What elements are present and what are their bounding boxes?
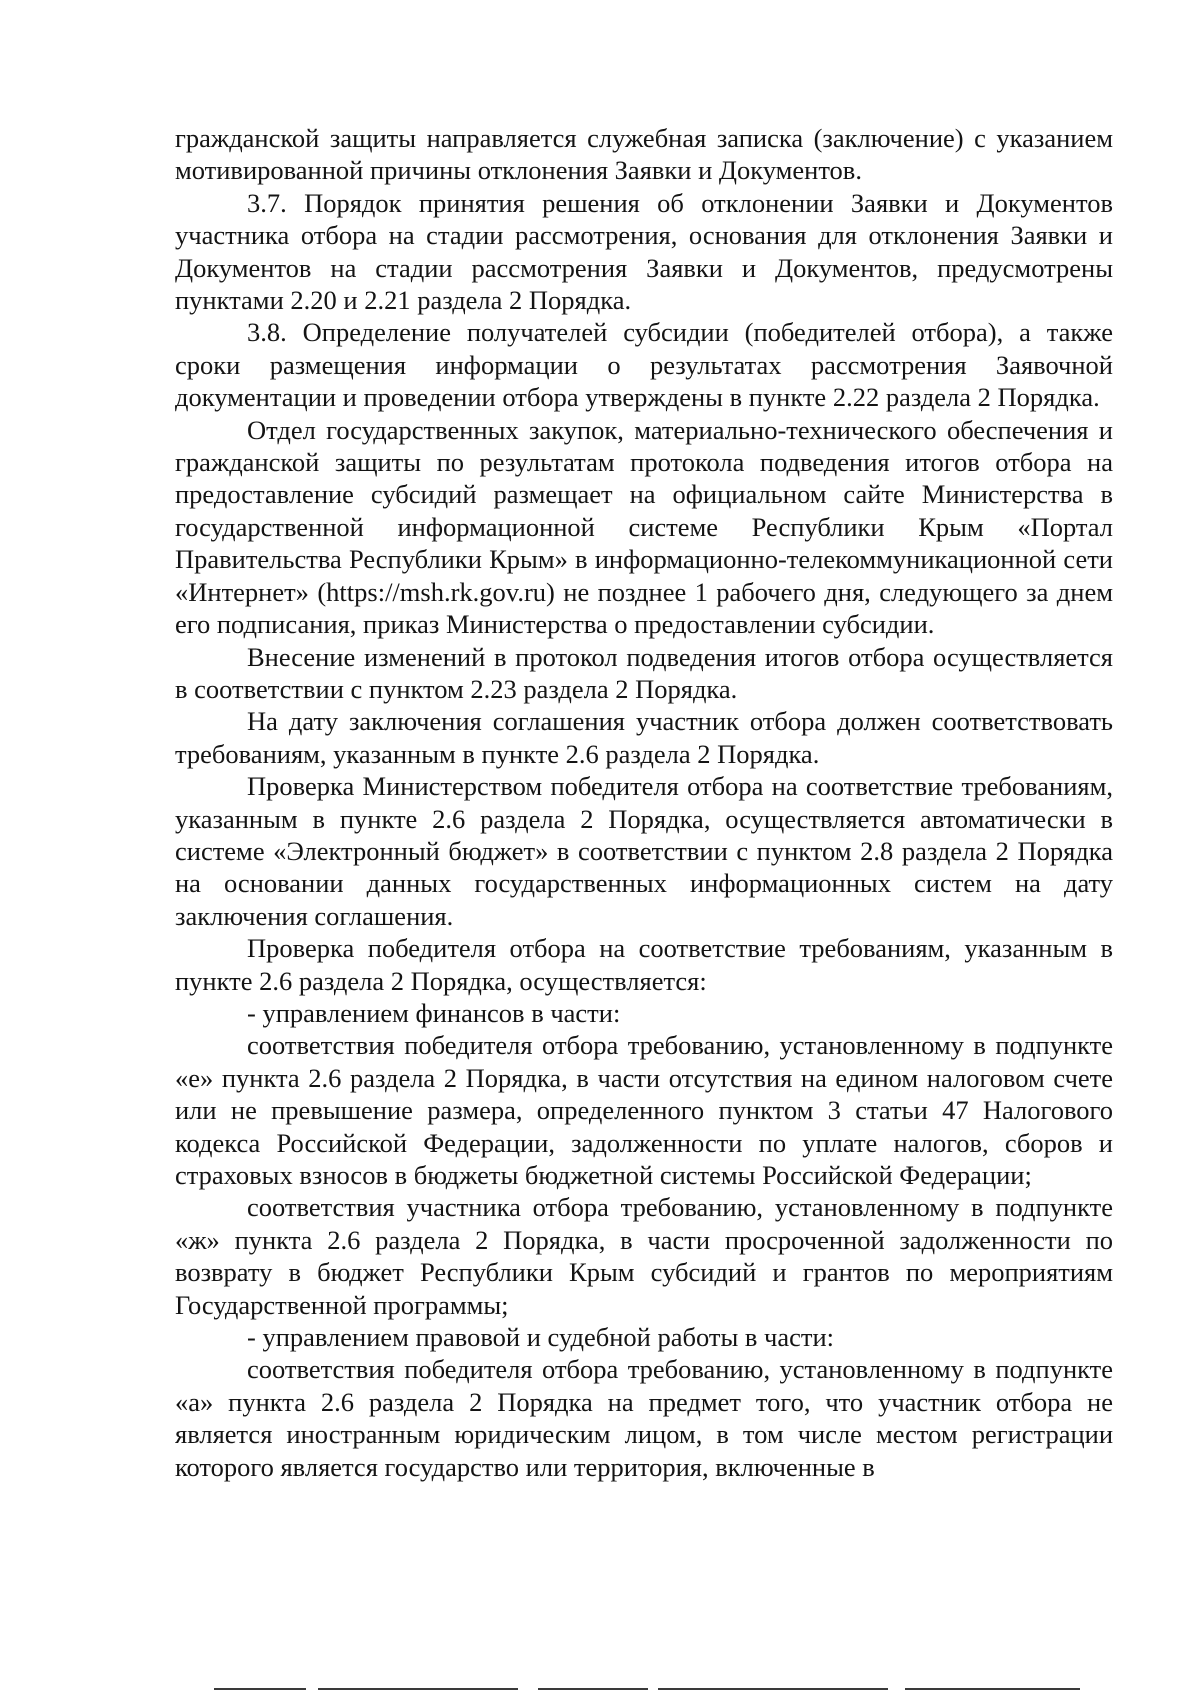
list-item: - управлением правовой и судебной работы в части: <box>247 1322 835 1353</box>
scan-edge-line <box>658 1688 888 1690</box>
paragraph: соответствия участника отбора требованию, установленному в подпункте «ж» пункта 2.6 раздела 2 Порядка, в части просроченной задолженности по возврату в бюджет Республики Крым субсидий и грантов по мероприятиям Государственной программы; <box>175 1192 1113 1320</box>
paragraph: Проверка Министерством победителя отбора на соответствие требованиям, указанным в пункте 2.6 раздела 2 Порядка, осуществляется автоматически в системе «Электронный бюджет» в соответствии с пунктом 2.8 раздела 2 Порядка на основании данных государственных информационных систем на дату заключения соглашения. <box>175 771 1113 931</box>
scan-edge-line <box>214 1688 306 1690</box>
paragraph: соответствия победителя отбора требованию, установленному в подпункте «а» пункта 2.6 раздела 2 Порядка на предмет того, что участник отбора не является иностранным юридическим лицом, в том числе местом регистрации которого является государство или территория, включенные в <box>175 1354 1113 1482</box>
list-item: - управлением финансов в части: <box>247 997 621 1028</box>
scan-edge-line <box>538 1688 648 1690</box>
page-bottom-edge <box>0 1688 1200 1704</box>
paragraph: гражданской защиты направляется служебная записка (заключение) с указанием мотивированной причины отклонения Заявки и Документов. <box>175 123 1113 186</box>
scan-edge-line <box>905 1688 1080 1690</box>
scan-edge-line <box>318 1688 518 1690</box>
document-page <box>175 122 1113 1483</box>
paragraph: Внесение изменений в протокол подведения итогов отбора осуществляется в соответствии с пунктом 2.23 раздела 2 Порядка. <box>175 641 1113 704</box>
paragraph: На дату заключения соглашения участник отбора должен соответствовать требованиям, указанным в пункте 2.6 раздела 2 Порядка. <box>175 706 1113 769</box>
paragraph-3-7: 3.7. Порядок принятия решения об отклонении Заявки и Документов участника отбора на стадии рассмотрения, основания для отклонения Заявки и Документов на стадии рассмотрения Заявки и Документов, предусмотрены пунктами 2.20 и 2.21 раздела 2 Порядка. <box>175 187 1113 316</box>
paragraph: Проверка победителя отбора на соответствие требованиям, указанным в пункте 2.6 раздела 2 Порядка, осуществляется: <box>175 933 1113 996</box>
paragraph: соответствия победителя отбора требованию, установленному в подпункте «е» пункта 2.6 раздела 2 Порядка, в части отсутствия на едином налоговом счете или не превышение размера, определенного пунктом 3 статьи 47 Налогового кодекса Российской Федерации, задолженности по уплате налогов, сборов и страховых взносов в бюджеты бюджетной системы Российской Федерации; <box>175 1030 1113 1190</box>
paragraph: Отдел государственных закупок, материально-технического обеспечения и гражданской защиты по результатам протокола подведения итогов отбора на предоставление субсидий размещает на официальном сайте Министерства в государственной информационной системе Республики Крым «Портал Правительства Республики Крым» в информационно-телекоммуникационной сети «Интернет» (https://msh.rk.gov.ru) не позднее 1 рабочего дня, следующего за днем его подписания, приказ Министерства о предоставлении субсидии. <box>175 414 1113 640</box>
paragraph-3-8: 3.8. Определение получателей субсидии (победителей отбора), а также сроки размещения информации о результатах рассмотрения Заявочной документации и проведении отбора утверждены в пункте 2.22 раздела 2 Порядка. <box>175 317 1113 413</box>
